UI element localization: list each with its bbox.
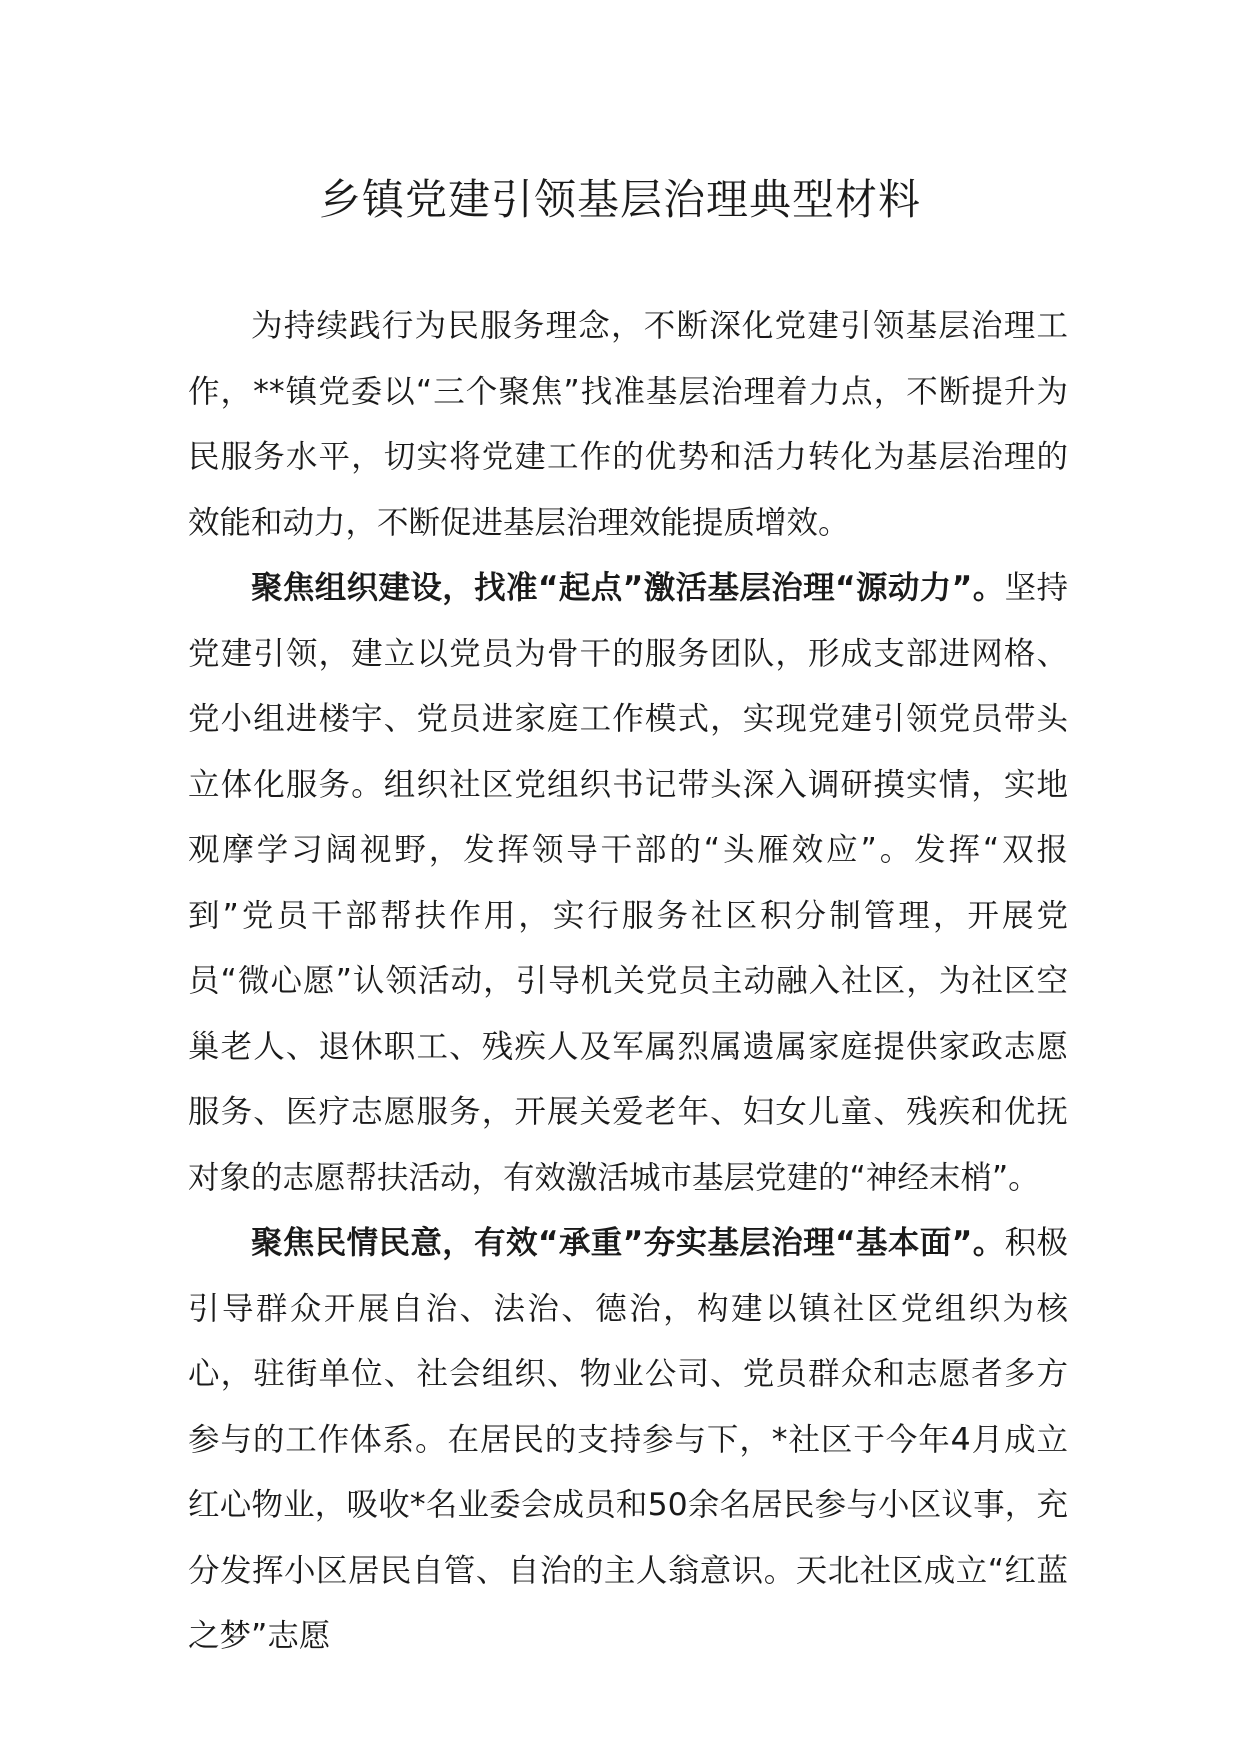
paragraph-text: 积极引导群众开展自治、法治、德治，构建以镇社区党组织为核心，驻街单位、社会组织、物业公司、党员群众和志愿者多方参与的工作体系。在居民的支持参与下，*社区于今年4月成立红心物业，吸收*名业委会成员和50余名居民参与小区议事，充分发挥小区居民自管、自治的主人翁意识。天北社区成立“红蓝之梦”志愿	[188, 1225, 1068, 1654]
document-body	[188, 294, 1068, 1670]
paragraph-text: 坚持党建引领，建立以党员为骨干的服务团队，形成支部进网格、党小组进楼宇、党员进家庭工作模式，实现党建引领党员带头立体化服务。组织社区党组织书记带头深入调研摸实情，实地观摩学习阔视野，发挥领导干部的“头雁效应”。发挥“双报到”党员干部帮扶作用，实行服务社区积分制管理，开展党员“微心愿”认领活动，引导机关党员主动融入社区，为社区空巢老人、退休职工、残疾人及军属烈属遗属家庭提供家政志愿服务、医疗志愿服务，开展关爱老年、妇女儿童、残疾和优抚对象的志愿帮扶活动，有效激活城市基层党建的“神经末梢”。	[188, 570, 1068, 1196]
paragraph-organization-building	[188, 556, 1068, 1211]
paragraph-heading: 聚焦组织建设，找准“起点”激活基层治理“源动力”。	[251, 570, 1005, 606]
paragraph-intro-text: 为持续践行为民服务理念，不断深化党建引领基层治理工作，**镇党委以“三个聚焦”找准基层治理着力点，不断提升为民服务水平，切实将党建工作的优势和活力转化为基层治理的效能和动力，不断促进基层治理效能提质增效。	[188, 308, 1068, 541]
paragraph-heading: 聚焦民情民意，有效“承重”夯实基层治理“基本面”。	[251, 1225, 1005, 1261]
paragraph-intro	[188, 294, 1068, 556]
paragraph-public-opinion	[188, 1211, 1068, 1670]
document-title: 乡镇党建引领基层治理典型材料	[318, 175, 921, 224]
